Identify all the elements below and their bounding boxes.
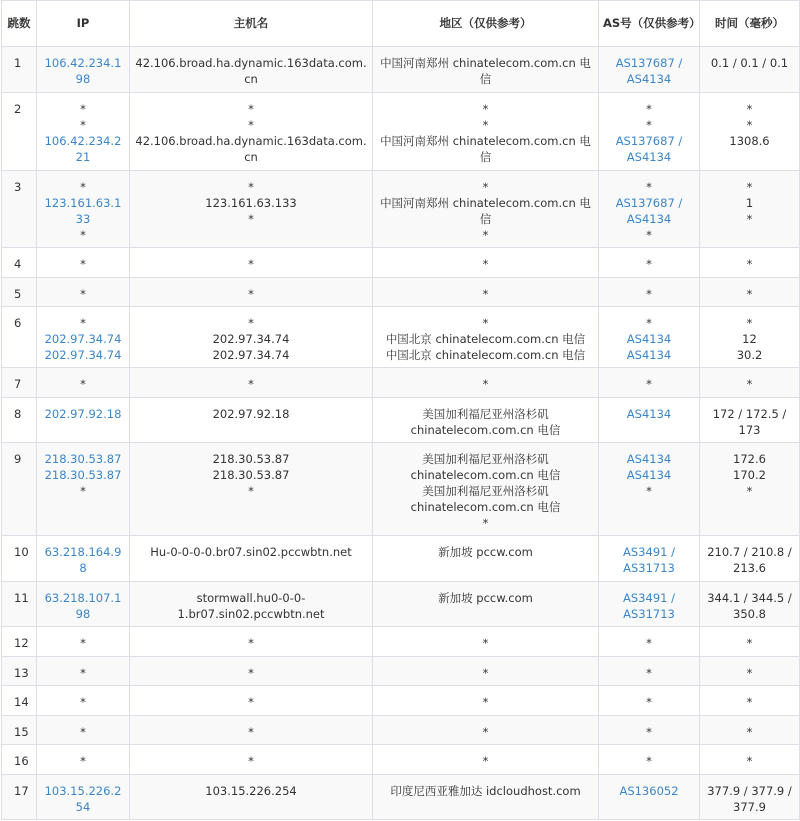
ip-link[interactable]: 103.15.226.254 bbox=[44, 784, 122, 814]
cell-region bbox=[373, 443, 599, 536]
no-response-marker: * bbox=[80, 377, 86, 391]
no-response-marker: * bbox=[248, 118, 254, 132]
no-response-marker: * bbox=[482, 118, 489, 132]
cell-hostname-text: 123.161.63.133 bbox=[205, 196, 297, 210]
cell-time bbox=[700, 93, 800, 171]
table-row bbox=[2, 657, 800, 686]
no-response-marker: * bbox=[482, 516, 489, 530]
no-response-marker: * bbox=[746, 377, 753, 391]
no-response-marker: * bbox=[646, 102, 652, 116]
no-response-marker: * bbox=[80, 484, 86, 498]
cell-as bbox=[599, 775, 700, 820]
no-response-marker: * bbox=[746, 754, 753, 768]
as-link[interactable]: AS4134 bbox=[626, 452, 672, 466]
cell-region-text: 中国北京 chinatelecom.com.cn 电信 bbox=[385, 332, 586, 346]
cell-time bbox=[700, 686, 800, 716]
table-row bbox=[2, 582, 800, 627]
no-response-marker: * bbox=[248, 695, 254, 709]
cell-as bbox=[599, 443, 700, 536]
no-response-marker: * bbox=[80, 180, 86, 194]
cell-time bbox=[700, 745, 800, 775]
no-response-marker: * bbox=[746, 102, 753, 116]
cell-time bbox=[700, 627, 800, 657]
no-response-marker: * bbox=[746, 316, 753, 330]
no-response-marker: * bbox=[646, 257, 652, 271]
no-response-marker: * bbox=[80, 257, 86, 271]
cell-time-text: 172 / 172.5 / bbox=[712, 407, 787, 421]
as-link[interactable]: AS137687 / bbox=[615, 56, 683, 70]
cell-time-text: 30.2 bbox=[736, 348, 763, 362]
cell-hostname bbox=[130, 47, 373, 93]
no-response-marker: * bbox=[646, 636, 652, 650]
ip-link[interactable]: 202.97.34.74 bbox=[44, 348, 122, 362]
cell-time bbox=[700, 171, 800, 248]
cell-ip bbox=[37, 47, 130, 93]
cell-time-text: 1 bbox=[745, 196, 754, 210]
no-response-marker: * bbox=[746, 666, 753, 680]
cell-region-text: 新加坡 pccw.com bbox=[438, 591, 533, 605]
no-response-marker: * bbox=[746, 636, 753, 650]
cell-hostname-text: 202.97.34.74 bbox=[212, 332, 290, 346]
cell-hop: 17 bbox=[2, 775, 37, 820]
no-response-marker: * bbox=[746, 484, 753, 498]
cell-as bbox=[599, 686, 700, 716]
no-response-marker: * bbox=[80, 287, 86, 301]
cell-as bbox=[599, 582, 700, 627]
no-response-marker: * bbox=[482, 316, 489, 330]
cell-as bbox=[599, 536, 700, 582]
table-row bbox=[2, 627, 800, 657]
no-response-marker: * bbox=[646, 666, 652, 680]
cell-region bbox=[373, 582, 599, 627]
no-response-marker: * bbox=[80, 754, 86, 768]
cell-ip bbox=[37, 93, 130, 171]
ip-link[interactable]: 202.97.34.74 bbox=[44, 332, 122, 346]
cell-hop: 7 bbox=[2, 368, 37, 398]
cell-time bbox=[700, 398, 800, 443]
cell-hop: 3 bbox=[2, 171, 37, 248]
no-response-marker: * bbox=[746, 287, 753, 301]
as-link[interactable]: AS136052 bbox=[619, 784, 679, 798]
cell-time bbox=[700, 443, 800, 536]
cell-ip bbox=[37, 745, 130, 775]
cell-region-text: 中国河南郑州 chinatelecom.com.cn 电信 bbox=[380, 134, 591, 164]
no-response-marker: * bbox=[482, 102, 489, 116]
cell-hostname-text: 103.15.226.254 bbox=[205, 784, 297, 798]
cell-region-text: chinatelecom.com.cn 电信 bbox=[410, 500, 561, 514]
no-response-marker: * bbox=[482, 180, 489, 194]
cell-region-text: 新加坡 pccw.com bbox=[438, 545, 533, 559]
header-ip: IP bbox=[37, 1, 130, 47]
cell-ip bbox=[37, 398, 130, 443]
table-row bbox=[2, 775, 800, 820]
no-response-marker: * bbox=[746, 212, 753, 226]
no-response-marker: * bbox=[482, 725, 489, 739]
no-response-marker: * bbox=[646, 484, 652, 498]
cell-region bbox=[373, 278, 599, 307]
cell-hop: 5 bbox=[2, 278, 37, 307]
cell-region-text: 美国加利福尼亚州洛杉矶 bbox=[422, 407, 549, 421]
cell-time-text: 344.1 / 344.5 / bbox=[707, 591, 792, 605]
ip-link[interactable]: 218.30.53.87 bbox=[44, 452, 122, 466]
cell-region-text: 中国河南郑州 chinatelecom.com.cn 电信 bbox=[380, 56, 591, 86]
cell-hostname-text: 218.30.53.87 bbox=[212, 468, 290, 482]
cell-hop: 8 bbox=[2, 398, 37, 443]
ip-link[interactable]: 106.42.234.198 bbox=[44, 56, 122, 86]
no-response-marker: * bbox=[248, 287, 254, 301]
cell-region bbox=[373, 307, 599, 368]
no-response-marker: * bbox=[80, 102, 86, 116]
no-response-marker: * bbox=[746, 180, 753, 194]
as-link[interactable]: AS4134 bbox=[626, 72, 672, 86]
header-as: AS号（仅供参考） bbox=[599, 1, 700, 47]
cell-as bbox=[599, 657, 700, 686]
ip-link[interactable]: 63.218.164.98 bbox=[44, 545, 122, 575]
as-link[interactable]: AS31713 bbox=[623, 607, 675, 621]
cell-region-text: 中国北京 chinatelecom.com.cn 电信 bbox=[385, 348, 586, 362]
cell-ip bbox=[37, 278, 130, 307]
cell-ip bbox=[37, 171, 130, 248]
no-response-marker: * bbox=[248, 636, 254, 650]
cell-time-text: 0.1 / 0.1 / 0.1 bbox=[710, 56, 789, 70]
no-response-marker: * bbox=[248, 666, 254, 680]
no-response-marker: * bbox=[248, 725, 254, 739]
as-link[interactable]: AS137687 / bbox=[615, 196, 683, 210]
cell-region bbox=[373, 47, 599, 93]
cell-time bbox=[700, 716, 800, 745]
no-response-marker: * bbox=[248, 180, 254, 194]
cell-region bbox=[373, 745, 599, 775]
as-link[interactable]: AS4134 bbox=[626, 468, 672, 482]
cell-ip bbox=[37, 716, 130, 745]
cell-hop: 9 bbox=[2, 443, 37, 536]
cell-region-text: 印度尼西亚雅加达 idcloudhost.com bbox=[390, 784, 581, 798]
cell-region-text: 美国加利福尼亚州洛杉矶 bbox=[422, 452, 549, 466]
table-row bbox=[2, 716, 800, 745]
as-link[interactable]: AS4134 bbox=[626, 150, 672, 164]
cell-hostname bbox=[130, 398, 373, 443]
no-response-marker: * bbox=[746, 257, 753, 271]
ip-link[interactable]: 63.218.107.198 bbox=[44, 591, 122, 621]
cell-time bbox=[700, 657, 800, 686]
cell-hop: 6 bbox=[2, 307, 37, 368]
cell-region bbox=[373, 536, 599, 582]
cell-hostname bbox=[130, 745, 373, 775]
as-link[interactable]: AS4134 bbox=[626, 332, 672, 346]
cell-ip bbox=[37, 775, 130, 820]
cell-time-text: 170.2 bbox=[733, 468, 766, 482]
no-response-marker: * bbox=[646, 118, 652, 132]
cell-ip bbox=[37, 307, 130, 368]
cell-hostname bbox=[130, 443, 373, 536]
no-response-marker: * bbox=[80, 725, 86, 739]
cell-ip bbox=[37, 443, 130, 536]
cell-region-text: 美国加利福尼亚州洛杉矶 bbox=[422, 484, 549, 498]
table-row bbox=[2, 368, 800, 398]
cell-hostname-text: 202.97.92.18 bbox=[212, 407, 290, 421]
cell-hop: 15 bbox=[2, 716, 37, 745]
cell-region bbox=[373, 248, 599, 278]
no-response-marker: * bbox=[482, 377, 489, 391]
cell-as bbox=[599, 745, 700, 775]
table-row bbox=[2, 93, 800, 171]
cell-hostname bbox=[130, 93, 373, 171]
table-row bbox=[2, 171, 800, 248]
cell-hop: 1 bbox=[2, 47, 37, 93]
cell-region bbox=[373, 368, 599, 398]
cell-time-text: 12 bbox=[742, 332, 757, 346]
cell-hostname bbox=[130, 657, 373, 686]
cell-as bbox=[599, 368, 700, 398]
no-response-marker: * bbox=[646, 287, 652, 301]
cell-hostname-text: stormwall.hu0-0-0- bbox=[196, 591, 306, 605]
as-link[interactable]: AS137687 / bbox=[615, 134, 683, 148]
cell-time-text: 210.7 / 210.8 / bbox=[707, 545, 792, 559]
as-link[interactable]: AS4134 bbox=[626, 348, 672, 362]
no-response-marker: * bbox=[482, 257, 489, 271]
cell-hostname bbox=[130, 716, 373, 745]
ip-link[interactable]: 202.97.92.18 bbox=[44, 407, 122, 421]
no-response-marker: * bbox=[646, 695, 652, 709]
cell-time-text: 1308.6 bbox=[729, 134, 770, 148]
table-body bbox=[2, 47, 800, 820]
cell-region bbox=[373, 775, 599, 820]
cell-hostname bbox=[130, 686, 373, 716]
cell-hostname bbox=[130, 248, 373, 278]
no-response-marker: * bbox=[746, 725, 753, 739]
cell-as bbox=[599, 93, 700, 171]
cell-ip bbox=[37, 657, 130, 686]
as-link[interactable]: AS4134 bbox=[626, 407, 672, 421]
cell-region bbox=[373, 627, 599, 657]
no-response-marker: * bbox=[80, 636, 86, 650]
no-response-marker: * bbox=[248, 377, 254, 391]
cell-time bbox=[700, 582, 800, 627]
cell-hostname bbox=[130, 775, 373, 820]
table-row bbox=[2, 398, 800, 443]
cell-hostname-text: 42.106.broad.ha.dynamic.163data.com.cn bbox=[135, 56, 367, 86]
no-response-marker: * bbox=[80, 228, 86, 242]
no-response-marker: * bbox=[482, 287, 489, 301]
no-response-marker: * bbox=[482, 228, 489, 242]
cell-hostname bbox=[130, 536, 373, 582]
cell-as bbox=[599, 398, 700, 443]
cell-hop: 12 bbox=[2, 627, 37, 657]
cell-ip bbox=[37, 582, 130, 627]
cell-time-text: 173 bbox=[738, 423, 761, 437]
cell-region bbox=[373, 171, 599, 248]
no-response-marker: * bbox=[646, 180, 652, 194]
header-hop: 跳数 bbox=[2, 1, 37, 47]
no-response-marker: * bbox=[80, 666, 86, 680]
as-link[interactable]: AS3491 / bbox=[623, 545, 675, 559]
no-response-marker: * bbox=[646, 228, 652, 242]
cell-time-text: 377.9 bbox=[733, 800, 766, 814]
cell-time-text: 350.8 bbox=[733, 607, 766, 621]
cell-as bbox=[599, 248, 700, 278]
cell-region bbox=[373, 716, 599, 745]
cell-hop: 4 bbox=[2, 248, 37, 278]
cell-as bbox=[599, 307, 700, 368]
cell-region bbox=[373, 93, 599, 171]
no-response-marker: * bbox=[482, 754, 489, 768]
cell-hostname-text: 1.br07.sin02.pccwbtn.net bbox=[177, 607, 325, 621]
cell-hop: 14 bbox=[2, 686, 37, 716]
table-row bbox=[2, 443, 800, 536]
cell-hostname bbox=[130, 582, 373, 627]
cell-hop: 16 bbox=[2, 745, 37, 775]
table-row bbox=[2, 248, 800, 278]
table-row bbox=[2, 536, 800, 582]
cell-hostname-text: Hu-0-0-0-0.br07.sin02.pccwbtn.net bbox=[150, 545, 352, 559]
cell-region-text: 中国河南郑州 chinatelecom.com.cn 电信 bbox=[380, 196, 591, 226]
table-row bbox=[2, 307, 800, 368]
no-response-marker: * bbox=[80, 316, 86, 330]
cell-time bbox=[700, 368, 800, 398]
cell-hostname-text: 42.106.broad.ha.dynamic.163data.com.cn bbox=[135, 134, 367, 164]
cell-time bbox=[700, 278, 800, 307]
cell-time bbox=[700, 775, 800, 820]
cell-ip bbox=[37, 686, 130, 716]
cell-hostname bbox=[130, 171, 373, 248]
no-response-marker: * bbox=[646, 316, 652, 330]
cell-hop: 10 bbox=[2, 536, 37, 582]
no-response-marker: * bbox=[248, 212, 254, 226]
no-response-marker: * bbox=[482, 636, 489, 650]
cell-region bbox=[373, 686, 599, 716]
cell-time bbox=[700, 307, 800, 368]
no-response-marker: * bbox=[80, 695, 86, 709]
cell-as bbox=[599, 171, 700, 248]
no-response-marker: * bbox=[746, 118, 753, 132]
cell-ip bbox=[37, 368, 130, 398]
header-hostname: 主机名 bbox=[130, 1, 373, 47]
cell-region bbox=[373, 398, 599, 443]
no-response-marker: * bbox=[746, 695, 753, 709]
table-row bbox=[2, 47, 800, 93]
cell-hostname bbox=[130, 307, 373, 368]
cell-region-text: chinatelecom.com.cn 电信 bbox=[410, 468, 561, 482]
no-response-marker: * bbox=[248, 754, 254, 768]
cell-hop: 2 bbox=[2, 93, 37, 171]
cell-time-text: 172.6 bbox=[733, 452, 766, 466]
cell-as bbox=[599, 716, 700, 745]
cell-time bbox=[700, 536, 800, 582]
cell-ip bbox=[37, 248, 130, 278]
cell-ip bbox=[37, 536, 130, 582]
cell-hop: 13 bbox=[2, 657, 37, 686]
cell-hostname-text: 218.30.53.87 bbox=[212, 452, 290, 466]
cell-hostname-text: 202.97.34.74 bbox=[212, 348, 290, 362]
no-response-marker: * bbox=[248, 257, 254, 271]
cell-time bbox=[700, 47, 800, 93]
traceroute-table bbox=[1, 0, 800, 820]
cell-as bbox=[599, 47, 700, 93]
cell-region-text: chinatelecom.com.cn 电信 bbox=[410, 423, 561, 437]
no-response-marker: * bbox=[482, 666, 489, 680]
cell-hostname bbox=[130, 627, 373, 657]
no-response-marker: * bbox=[482, 695, 489, 709]
ip-link[interactable]: 123.161.63.133 bbox=[44, 196, 122, 226]
cell-region bbox=[373, 657, 599, 686]
table-row bbox=[2, 278, 800, 307]
no-response-marker: * bbox=[646, 725, 652, 739]
header-region: 地区（仅供参考） bbox=[373, 1, 599, 47]
as-link[interactable]: AS4134 bbox=[626, 212, 672, 226]
no-response-marker: * bbox=[80, 118, 86, 132]
no-response-marker: * bbox=[646, 377, 652, 391]
as-link[interactable]: AS3491 / bbox=[623, 591, 675, 605]
table-header-row bbox=[2, 1, 800, 47]
cell-hostname bbox=[130, 368, 373, 398]
no-response-marker: * bbox=[248, 102, 254, 116]
no-response-marker: * bbox=[248, 316, 254, 330]
cell-hop: 11 bbox=[2, 582, 37, 627]
header-time: 时间（毫秒） bbox=[700, 1, 800, 47]
no-response-marker: * bbox=[248, 484, 254, 498]
cell-hostname bbox=[130, 278, 373, 307]
as-link[interactable]: AS31713 bbox=[623, 561, 675, 575]
no-response-marker: * bbox=[646, 754, 652, 768]
table-row bbox=[2, 745, 800, 775]
cell-time-text: 377.9 / 377.9 / bbox=[707, 784, 792, 798]
cell-time bbox=[700, 248, 800, 278]
table-row bbox=[2, 686, 800, 716]
cell-ip bbox=[37, 627, 130, 657]
cell-time-text: 213.6 bbox=[733, 561, 766, 575]
cell-as bbox=[599, 627, 700, 657]
ip-link[interactable]: 106.42.234.221 bbox=[44, 134, 122, 164]
ip-link[interactable]: 218.30.53.87 bbox=[44, 468, 122, 482]
cell-as bbox=[599, 278, 700, 307]
